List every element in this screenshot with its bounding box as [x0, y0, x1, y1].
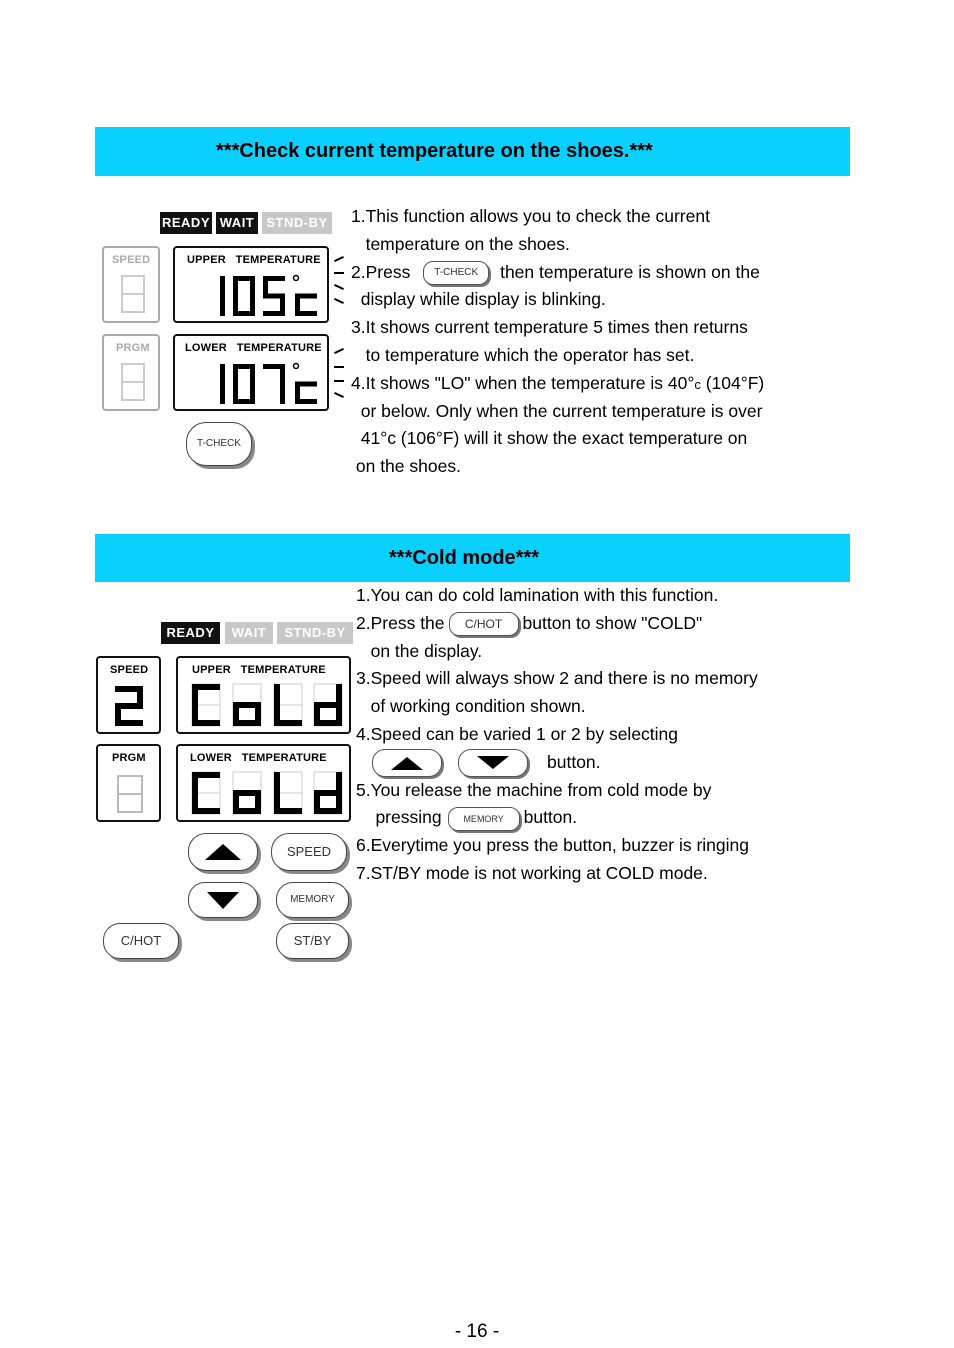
- down-arrow-icon: [459, 750, 527, 776]
- speed-digit-blank: [104, 248, 162, 325]
- down-arrow-button[interactable]: [188, 882, 258, 918]
- s2-line-2: 2.Press the C/HOT button to show "COLD": [356, 610, 758, 638]
- blink-mark: [334, 366, 344, 368]
- speed-label: SPEED: [112, 254, 151, 266]
- prgm-panel: [96, 744, 161, 822]
- s2-line-5: of working condition shown.: [356, 696, 586, 717]
- prgm-digit-blank: [104, 336, 162, 413]
- upper-temp-panel: [173, 246, 329, 323]
- inline-down-arrow-button[interactable]: [458, 749, 528, 777]
- s2-line-10: 6.Everytime you press the button, buzzer is ringing: [356, 835, 749, 856]
- s2-line-11: 7.ST/BY mode is not working at COLD mode.: [356, 862, 708, 883]
- s1-line-4: display while display is blinking.: [351, 289, 606, 310]
- s2-line-9: pressing MEMORY button.: [356, 804, 758, 832]
- memory-button[interactable]: MEMORY: [276, 882, 349, 918]
- lower-temp-label: LOWER TEMPERATURE: [190, 752, 327, 764]
- up-arrow-icon: [373, 750, 441, 776]
- blink-mark: [334, 256, 344, 262]
- upper-temp-label: UPPER TEMPERATURE: [187, 254, 321, 266]
- blink-mark: [334, 392, 344, 398]
- lower-temp-display: [175, 336, 331, 413]
- inline-t-check-button[interactable]: T-CHECK: [423, 261, 489, 285]
- blink-mark: [334, 272, 344, 274]
- prgm-panel: [102, 334, 160, 411]
- degree-icon: [294, 276, 299, 281]
- cold-digit: [233, 702, 261, 726]
- section2-title: ***Cold mode***: [389, 546, 540, 569]
- inline-c-hot-button[interactable]: C/HOT: [449, 612, 519, 636]
- s2-line-7: button.: [356, 749, 758, 777]
- blink-mark: [334, 284, 344, 290]
- s2-line-1: 1.You can do cold lamination with this function.: [356, 585, 719, 605]
- cold-digit: [314, 684, 342, 726]
- temp-digit: [263, 276, 285, 316]
- lower-temp-display: [178, 746, 353, 824]
- s1-line-5: 3.It shows current temperature 5 times then returns: [351, 317, 748, 338]
- section1-text: [351, 203, 764, 481]
- up-arrow-button[interactable]: [188, 833, 258, 871]
- blink-mark: [334, 298, 344, 304]
- s1-line-3: 2.Press T-CHECK then temperature is shown on the: [351, 259, 764, 287]
- speed-label: SPEED: [110, 664, 149, 676]
- status-wait: WAIT: [216, 212, 258, 234]
- upper-temp-display: [178, 658, 353, 736]
- temp-digit: [263, 364, 285, 404]
- s1-line-2: temperature on the shoes.: [351, 233, 570, 254]
- blink-mark: [334, 380, 344, 382]
- inline-memory-button[interactable]: MEMORY: [448, 807, 520, 831]
- status-ready: READY: [161, 622, 220, 644]
- temp-digit: [220, 276, 225, 316]
- s1-line-1: 1.This function allows you to check the current: [351, 206, 710, 226]
- s1-line-10: on the shoes.: [351, 456, 461, 477]
- s1-line-9: 41°c (106°F) will it show the exact temperature on: [351, 428, 748, 449]
- temp-digit: [233, 276, 255, 316]
- speed-button[interactable]: SPEED: [271, 833, 347, 871]
- lower-temp-panel: [173, 334, 329, 411]
- inline-up-arrow-button[interactable]: [372, 749, 442, 777]
- s2-line-6: 4.Speed can be varied 1 or 2 by selecting: [356, 723, 679, 744]
- lower-temp-label: LOWER TEMPERATURE: [185, 342, 322, 354]
- section2-banner: [95, 534, 850, 582]
- down-arrow-icon: [189, 883, 257, 917]
- prgm-label: PRGM: [112, 752, 146, 764]
- s2-line-3: on the display.: [356, 640, 483, 661]
- speed-panel: [96, 656, 161, 734]
- c-hot-button[interactable]: C/HOT: [103, 923, 179, 959]
- page-number: - 16 -: [454, 1321, 500, 1342]
- status-standby: STND-BY: [262, 212, 332, 234]
- section1-banner: [95, 127, 850, 176]
- status-wait: WAIT: [225, 622, 273, 644]
- s1-line-6: to temperature which the operator has set.: [351, 344, 695, 365]
- temp-digit: [220, 364, 225, 404]
- degree-icon: [294, 364, 299, 369]
- cold-digit: [314, 772, 342, 814]
- blink-mark: [334, 348, 344, 354]
- s2-line-4: 3.Speed will always show 2 and there is no memory: [356, 668, 758, 689]
- unit-glyph: [295, 382, 317, 405]
- speed-panel: [102, 246, 160, 323]
- lower-temp-panel: [176, 744, 351, 822]
- up-arrow-icon: [189, 834, 257, 870]
- unit-glyph: [295, 294, 317, 317]
- s2-line-8: 5.You release the machine from cold mode by: [356, 779, 712, 800]
- s1-line-8: or below. Only when the current temperature is over: [351, 400, 763, 421]
- speed-display: [98, 658, 163, 736]
- section1-title: ***Check current temperature on the shoes.***: [216, 140, 653, 162]
- t-check-button[interactable]: T-CHECK: [186, 422, 252, 466]
- s1-line-7: 4.It shows "LO" when the temperature is 40°c (104°F): [351, 372, 765, 393]
- st-by-button[interactable]: ST/BY: [276, 923, 349, 959]
- prgm-digit-blank: [98, 746, 163, 824]
- section2-text: [356, 582, 758, 888]
- upper-temp-panel: [176, 656, 351, 734]
- temp-digit: [233, 364, 255, 404]
- cold-digit: [233, 790, 261, 814]
- upper-temp-label: UPPER TEMPERATURE: [192, 664, 326, 676]
- upper-temp-display: [175, 248, 331, 325]
- speed-digit: [115, 686, 143, 726]
- prgm-label: PRGM: [116, 342, 150, 354]
- status-standby: STND-BY: [277, 622, 353, 644]
- status-ready: READY: [160, 212, 212, 234]
